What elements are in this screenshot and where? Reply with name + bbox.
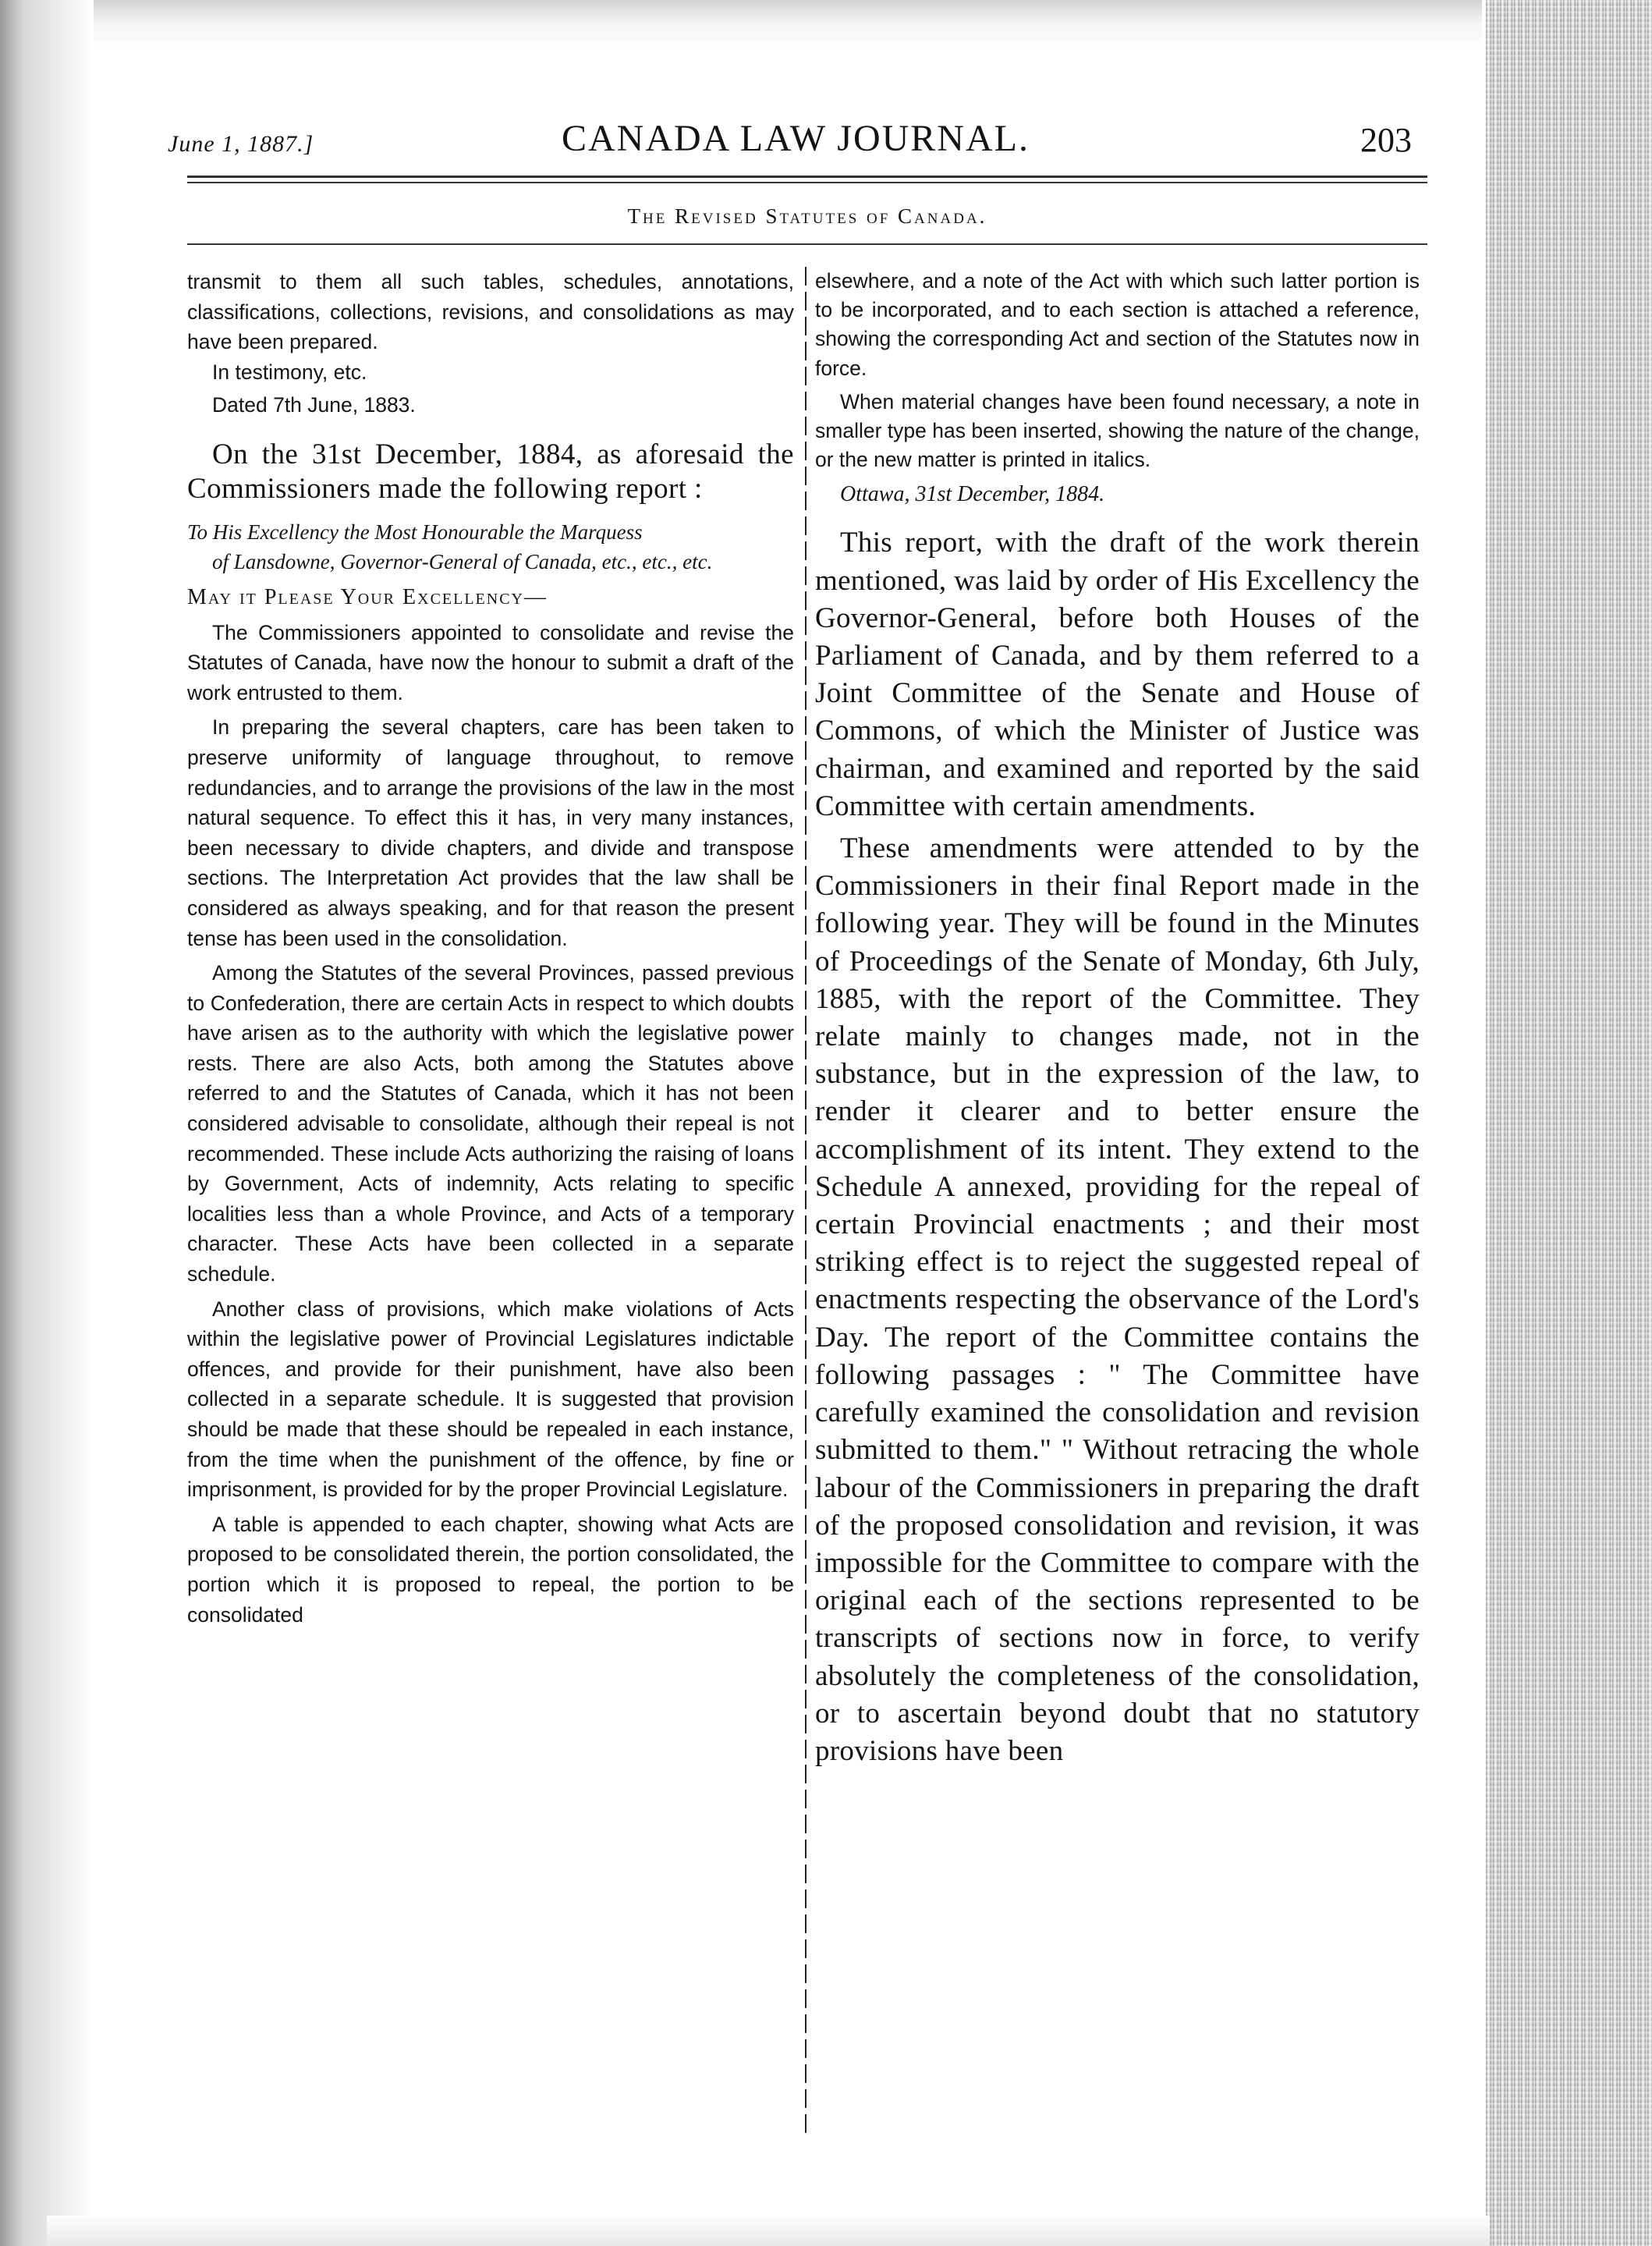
scan-shadow-bottom (47, 2216, 1490, 2246)
report-dateline: Ottawa, 31st December, 1884. (840, 482, 1105, 507)
paragraph: The Commissioners appointed to consolidate and revise the Statutes of Canada, have now the honour to submit a draft of the work entrusted to them. (187, 620, 794, 704)
paragraph: Dated 7th June, 1883. (212, 393, 416, 417)
header-rule-thick (187, 176, 1427, 178)
paragraph: transmit to them all such tables, schedules, annotations, classifications, collections, revisions, and consolidations as may have been prepared. (187, 270, 794, 354)
issue-date: June 1, 1887.] (168, 131, 314, 157)
paragraph-large: These amendments were attended to by the Commissioners in their final Report made in the following year. They will be found in the Minutes of Proceedings of the Senate of Monday, 6th July, 1885, with the report of the Committee. They relate mainly to changes made, not in the substance, but in the expression of the law, to render it clearer and to better ensure the accomplishment of its intent. They extend to the Schedule A annexed, providing for the repeal of certain Provincial enactments ; and their most striking effect is to reject the suggested repeal of enactments respecting the observance of the Lord's Day. The report of the Committee contains the following passages : " The Committee have carefully examined the consolidation and revision submitted to them." " Without retracing the whole labour of the Commissioners in preparing the draft of the proposed consolidation and revision, it was impossible for the Committee to compare with the original each of the sections represented to be transcripts of sections now in force, to verify absolutely the completeness of the consolidation, or to ascertain beyond doubt that no statutory provisions have been (815, 832, 1420, 1767)
section-rule (187, 243, 1427, 245)
right-column (815, 267, 1420, 1770)
paragraph: In preparing the several chapters, care has been taken to preserve uniformity of language throughout, to remove redundancies, and to arrange the provisions of the law in the most natural sequence. To effect this it has, in very many instances, been necessary to divide chapters, and divide and transpose sections. The Interpretation Act provides that the law shall be considered as always speaking, and for that reason the present tense has been used in the consolidation. (187, 715, 794, 950)
section-title: The Revised Statutes of Canada. (627, 204, 987, 228)
running-head (156, 117, 1443, 172)
left-column (187, 267, 794, 1630)
paragraph-large: This report, with the draft of the work therein mentioned, was laid by order of His Excellency the Governor-General, before both Houses of the Parliament of Canada, and by them referred to a Joint Committee of the Senate and House of Commons, of which the Minister of Justice was chairman, and examined and reported by the said Committee with certain amendments. (815, 527, 1420, 822)
scan-shadow-top (0, 0, 1482, 47)
address-line: of Lansdowne, Governor-General of Canada, etc., etc., etc. (212, 549, 713, 573)
column-divider (805, 267, 807, 2139)
paragraph: Among the Statutes of the several Provinces, passed previous to Confederation, there are certain Acts in respect to which doubts have arisen as to the authority with which the legislative power rests. There are also Acts, both among the Statutes above referred to and the Statutes of Canada, which it has not been considered advisable to consolidate, although their repeal is not recommended. These include Acts authorizing the raising of loans by Government, Acts of indemnity, Acts relating to specific localities less than a whole Province, and Acts of a temporary character. These Acts have been collected in a separate schedule. (187, 961, 794, 1286)
journal-title: CANADA LAW JOURNAL. (562, 118, 1030, 159)
paragraph: A table is appended to each chapter, showing what Acts are proposed to be consolidated therein, the portion consolidated, the portion which it is proposed to repeal, the portion to be consolidated (187, 1512, 794, 1627)
scan-noise-overlay (1486, 0, 1652, 2246)
paragraph-large: On the 31st December, 1884, as aforesaid the Commissioners made the following report : (187, 438, 794, 505)
address-line: To His Excellency the Most Honourable the Marquess (187, 520, 643, 544)
header-rule-thin (187, 182, 1427, 183)
salutation: May it Please Your Excellency— (187, 584, 548, 609)
scan-shadow-left (0, 0, 94, 2246)
paragraph: elsewhere, and a note of the Act with which such latter portion is to be incorporated, and to each section is attached a reference, showing the corresponding Act and section of the Statutes now in force. (815, 269, 1420, 380)
paragraph: In testimony, etc. (212, 360, 367, 384)
paragraph: When material changes have been found necessary, a note in smaller type has been inserted, showing the nature of the change, or the new matter is printed in italics. (815, 389, 1420, 472)
page-number: 203 (1360, 121, 1412, 159)
paragraph: Another class of provisions, which make violations of Acts within the legislative power of Provincial Legislatures indictable offences, and provide for their punishment, have also been collected in a separate schedule. It is suggested that provision should be made that these should be repealed in each instance, from the time when the punishment of the offence, by fine or imprisonment, is provided for by the proper Provincial Legislature. (187, 1297, 794, 1502)
